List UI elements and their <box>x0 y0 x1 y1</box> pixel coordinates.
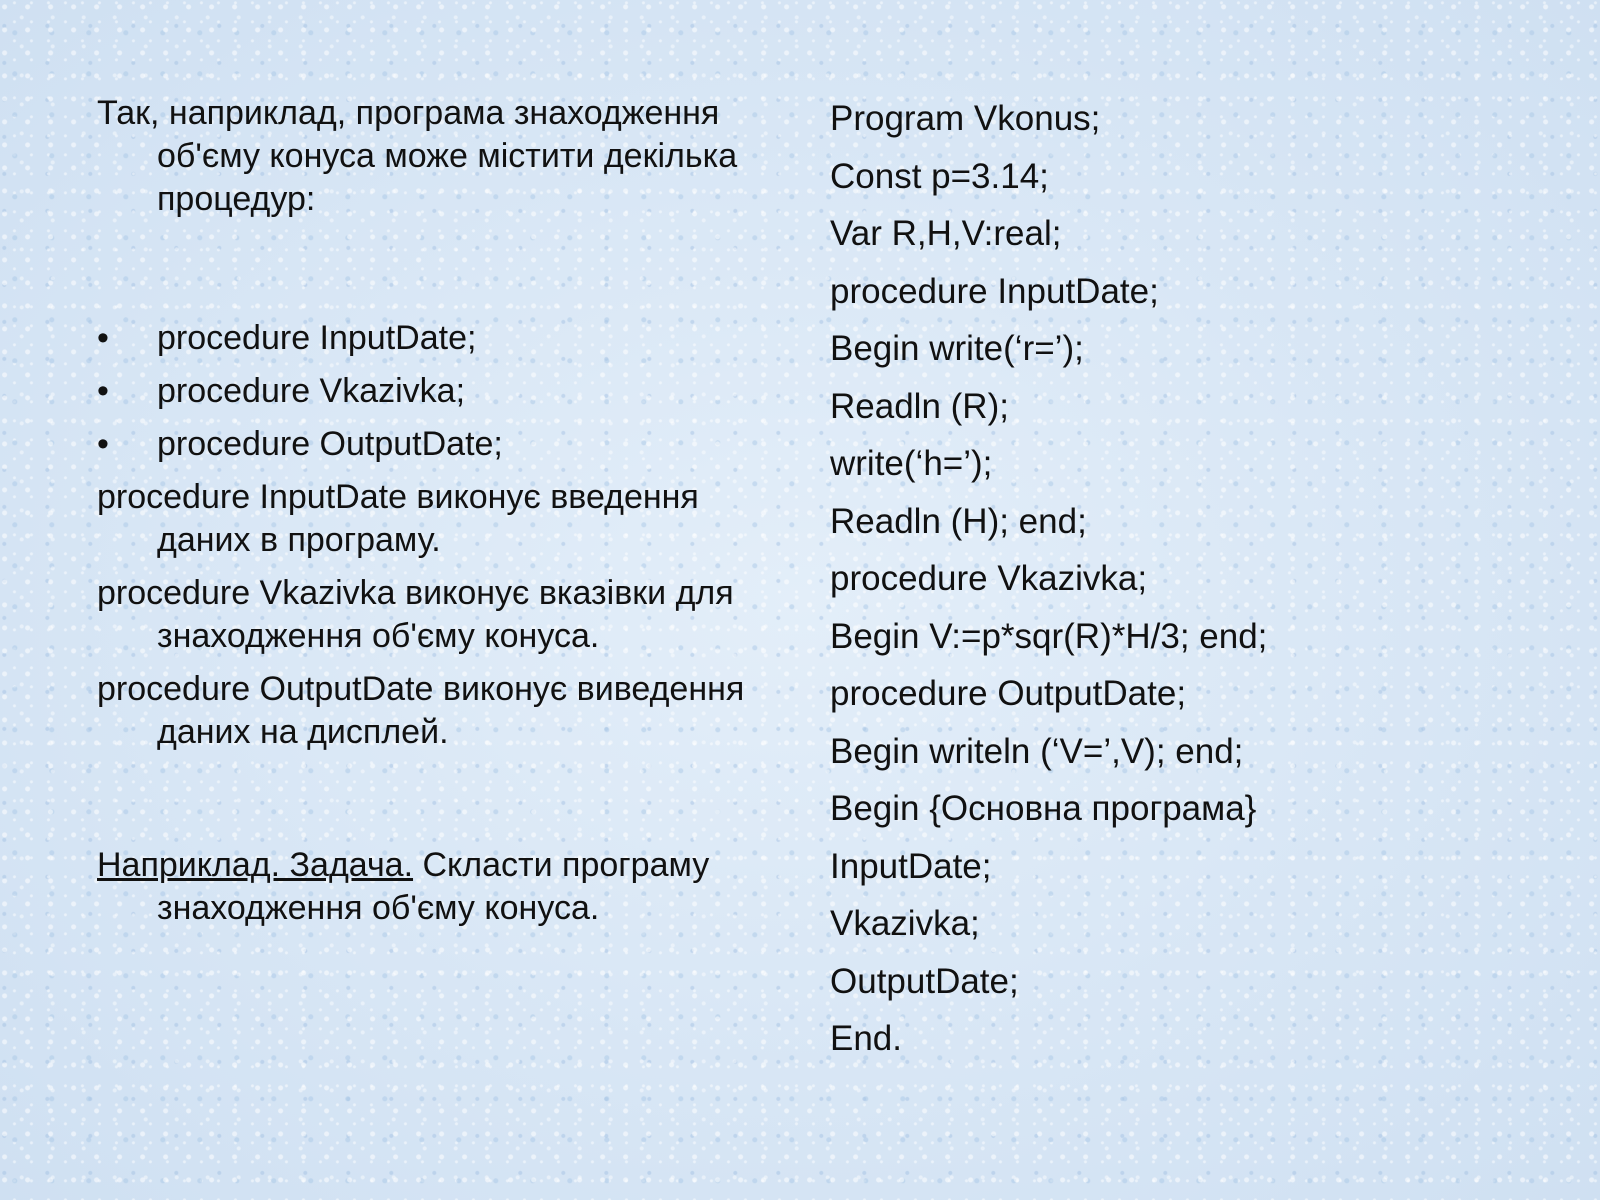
code-line: End. <box>830 1019 902 1058</box>
bullet-icon: • <box>97 319 109 357</box>
code-line: Begin {Основна програма} <box>830 789 1257 828</box>
code-line: Begin write(‘r=’); <box>830 329 1084 368</box>
code-line: Readln (H); end; <box>830 501 1087 541</box>
code-line: write(‘h=’); <box>830 444 993 483</box>
list-item-text: procedure Vkazivka; <box>157 372 466 410</box>
description-input-date: procedure InputDate виконує введення даних в програму. <box>97 478 699 559</box>
list-item-text: procedure OutputDate; <box>157 425 503 463</box>
description-output-date: procedure OutputDate виконує виведення даних на дисплей. <box>97 670 745 751</box>
list-item <box>97 317 777 360</box>
code-line: OutputDate; <box>830 961 1019 1001</box>
code-line: Readln (R); <box>830 386 1009 426</box>
task-label: Наприклад. Задача. <box>97 846 414 884</box>
list-item-text: procedure InputDate; <box>157 319 477 357</box>
task-paragraph <box>97 844 777 930</box>
code-line: Vkazivka; <box>830 904 980 943</box>
code-listing <box>830 94 1570 1072</box>
code-line: Program Vkonus; <box>830 99 1101 138</box>
bullet-icon: • <box>97 425 109 463</box>
code-line: Var R,H,V:real; <box>830 214 1062 253</box>
bullet-icon: • <box>97 372 109 410</box>
explanation-column <box>97 92 777 930</box>
intro-paragraph: Так, наприклад, програма знаходження об'єму конуса може містити декілька процедур: <box>97 94 738 218</box>
description-vkazivka: procedure Vkazivka виконує вказівки для знаходження об'єму конуса. <box>97 574 734 655</box>
code-line: procedure OutputDate; <box>830 674 1187 713</box>
code-line: Begin V:=p*sqr(R)*H/3; end; <box>830 616 1268 656</box>
list-item <box>97 370 777 413</box>
procedure-list <box>97 317 777 466</box>
code-line: procedure Vkazivka; <box>830 559 1148 598</box>
code-line: procedure InputDate; <box>830 271 1159 311</box>
code-line: Const p=3.14; <box>830 156 1049 196</box>
list-item <box>97 423 777 466</box>
code-line: InputDate; <box>830 846 992 886</box>
code-line: Begin writeln (‘V=’,V); end; <box>830 731 1244 771</box>
task-text: Скласти програму знаходження об'єму конуса. <box>157 846 710 927</box>
